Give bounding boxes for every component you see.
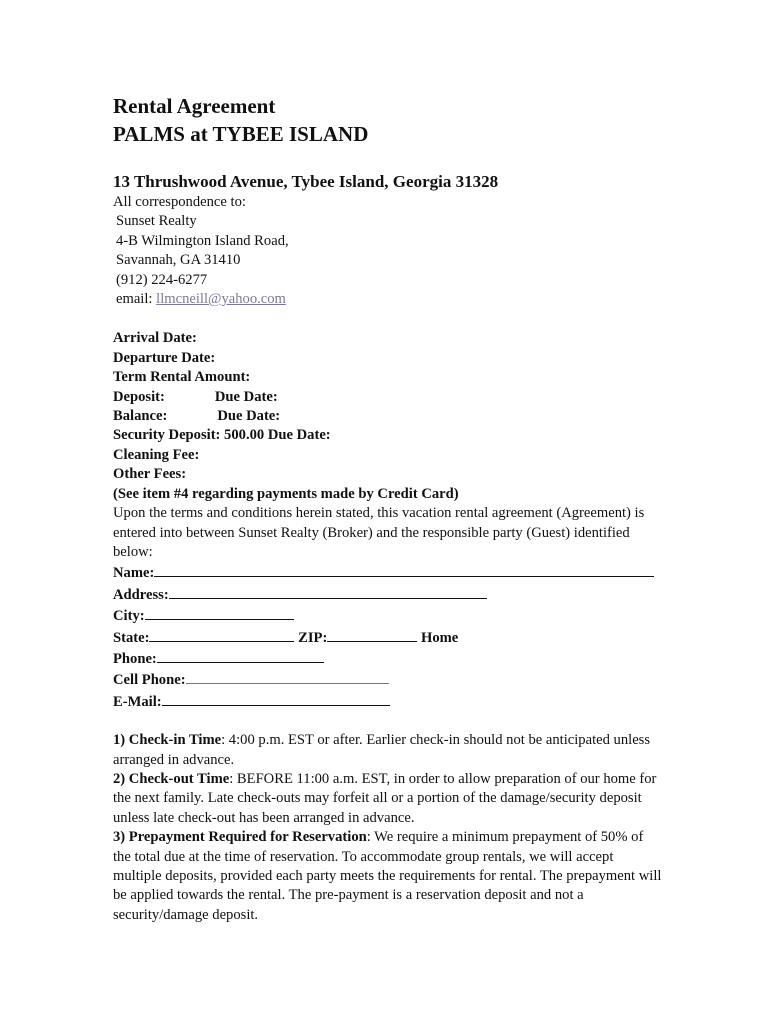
deposit-row (113, 388, 663, 407)
security-deposit-label: Security Deposit: 500.00 Due Date: (113, 427, 331, 444)
guest-name-row (113, 562, 663, 583)
zip-label: ZIP: (298, 629, 328, 646)
address-label: Address: (113, 586, 169, 603)
term-rental-amount-label: Term Rental Amount: (113, 369, 251, 386)
email-blank[interactable] (162, 691, 390, 706)
guest-city-row (113, 605, 663, 626)
phone-label: Phone: (113, 650, 157, 667)
email-field-label: E-Mail: (113, 693, 162, 710)
term-item (113, 770, 663, 828)
name-label: Name: (113, 565, 155, 582)
cleaning-fee-label: Cleaning Fee: (113, 446, 200, 463)
guest-state-zip-row (113, 627, 663, 648)
correspondence-city: Savannah, GA 31410 (116, 252, 241, 269)
arrival-date-label: Arrival Date: (113, 330, 197, 347)
cell-phone-blank[interactable] (186, 669, 389, 684)
term-text: : 4:00 p.m. EST or after. Earlier check-in should not be anticipated unless arranged in advance. (113, 732, 651, 768)
property-name-title: PALMS at TYBEE ISLAND (113, 122, 369, 146)
other-fees-label: Other Fees: (113, 466, 187, 483)
city-label: City: (113, 608, 145, 625)
email-label: email: (116, 291, 153, 308)
deposit-due-date-label: Due Date: (214, 388, 278, 405)
name-blank[interactable] (154, 562, 654, 577)
address-blank[interactable] (169, 584, 487, 599)
home-label: Home (420, 629, 459, 646)
rental-agreement-document (113, 92, 663, 925)
email-link[interactable]: llmcneill@yahoo.com (156, 291, 286, 308)
correspondence-intro: All correspondence to: (113, 194, 246, 210)
guest-phone-row (113, 648, 663, 669)
guest-address-row (113, 584, 663, 605)
document-title: Rental Agreement (113, 94, 276, 118)
cell-phone-label: Cell Phone: (113, 672, 186, 689)
term-text: : We require a minimum prepayment of 50% of the total due at the time of reservation. To accommodate group rentals, we will accept multiple deposits, provided each party meets the requirements for rental. The prepayment will be applied towards the rental. The pre-payment is a reservation deposit and not a security/damage deposit. (113, 829, 662, 923)
state-label: State: (113, 629, 150, 646)
correspondence-email-line (113, 290, 663, 309)
correspondence-block (113, 193, 663, 309)
phone-blank[interactable] (157, 648, 324, 663)
term-item (113, 828, 663, 925)
correspondence-company: Sunset Realty (116, 213, 197, 230)
credit-card-note: (See item #4 regarding payments made by Credit Card) (113, 485, 459, 502)
balance-due-date-label: Due Date: (217, 408, 281, 425)
term-heading: 3) Prepayment Required for Reservation (113, 829, 367, 846)
correspondence-street: 4-B Wilmington Island Road, (116, 232, 289, 249)
departure-date-label: Departure Date: (113, 349, 216, 366)
term-item (113, 731, 663, 770)
zip-blank[interactable] (327, 627, 417, 642)
guest-email-row (113, 691, 663, 712)
city-blank[interactable] (145, 605, 294, 620)
terms-section (113, 731, 663, 925)
correspondence-phone: (912) 224-6277 (116, 271, 208, 288)
property-address: 13 Thrushwood Avenue, Tybee Island, Georgia 31328 (113, 172, 499, 191)
term-heading: 2) Check-out Time (113, 770, 230, 787)
balance-row (113, 407, 663, 426)
state-blank[interactable] (149, 627, 294, 642)
agreement-intro-paragraph: Upon the terms and conditions herein stated, this vacation rental agreement (Agreement) is entered into between Sunset Realty (Broker) and the responsible party (Guest) identified below: (113, 505, 645, 560)
term-heading: 1) Check-in Time (113, 732, 222, 749)
term-text: : BEFORE 11:00 a.m. EST, in order to allow preparation of our home for the next family. Late check-outs may forfeit all or a portion of the damage/security deposit unless late check-out has been arranged in advance. (113, 770, 657, 826)
balance-label: Balance: (113, 408, 168, 425)
booking-fields (113, 329, 663, 504)
deposit-label: Deposit: (113, 388, 165, 405)
guest-fields (113, 562, 663, 712)
guest-cell-phone-row (113, 669, 663, 690)
